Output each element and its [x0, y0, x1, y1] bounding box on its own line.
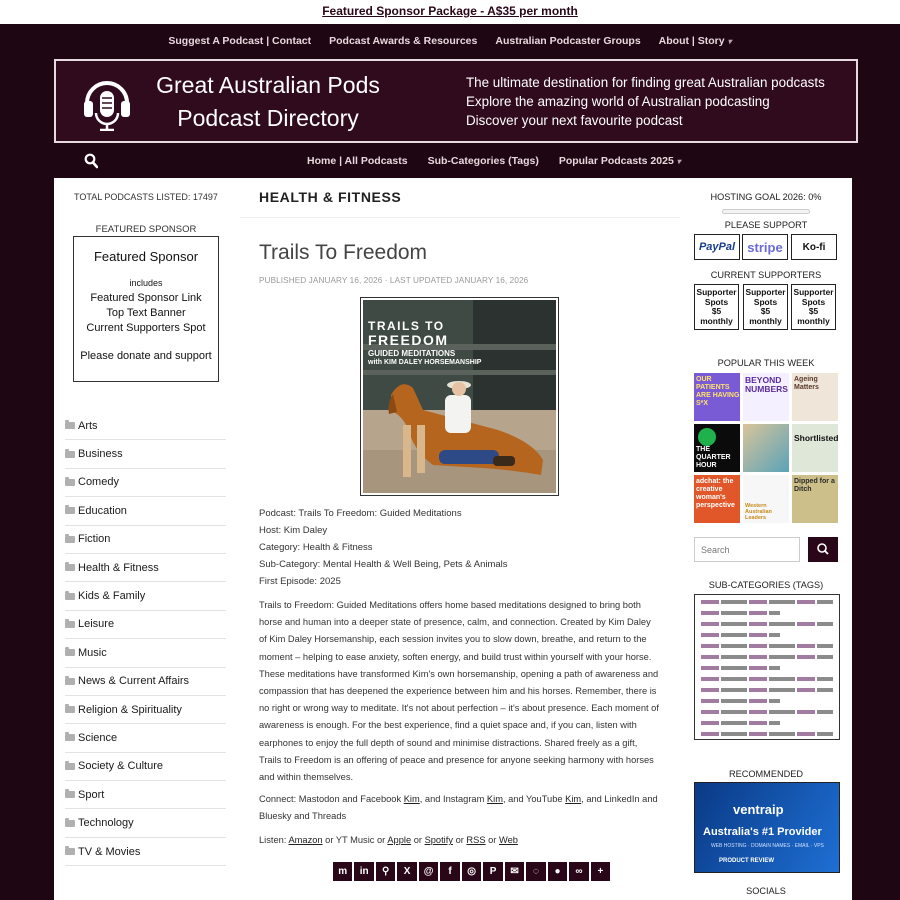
nav-popular-podcasts[interactable]	[559, 155, 681, 167]
thumb-label: OUR PATIENTS ARE HAVING S*X	[696, 376, 740, 407]
supporter-line: Spots	[753, 296, 778, 307]
listen-text: or YT Music or	[322, 835, 388, 845]
socials-heading: SOCIALS	[746, 886, 786, 896]
search-input[interactable]: Search	[694, 537, 800, 562]
email-icon[interactable]: ✉	[505, 862, 524, 881]
category-item-education[interactable]	[65, 497, 226, 525]
ad-services: WEB HOSTING · DOMAIN NAMES · EMAIL · VPS	[711, 843, 824, 849]
popular-grid	[694, 373, 840, 523]
popular-podcast-thumb[interactable]	[694, 424, 740, 472]
site-tagline	[466, 73, 825, 130]
supporter-line: monthly	[797, 315, 830, 326]
chevron-down-icon: ▾	[727, 37, 732, 46]
tag-row	[701, 622, 833, 626]
category-label: Technology	[78, 817, 134, 830]
nav-popular-label: Popular Podcasts 2025	[558, 155, 674, 167]
announcement-bar	[0, 0, 900, 24]
supporter-line: $5	[808, 306, 819, 317]
search-icon	[808, 537, 838, 562]
folder-icon	[65, 621, 75, 628]
podcast-artwork	[360, 297, 559, 496]
featured-line3: Current Supporters Spot	[86, 322, 206, 334]
pinterest-icon[interactable]: P	[483, 862, 502, 881]
supporter-line: Supporter	[745, 287, 786, 297]
artwork-subtitle: GUIDED MEDITATIONS	[368, 349, 456, 358]
site-title	[150, 69, 386, 135]
facebook-link[interactable]: Kim	[403, 794, 420, 804]
popular-podcast-thumb[interactable]	[694, 373, 740, 421]
bluesky-icon[interactable]: ⚲	[376, 862, 395, 881]
category-label: Religion & Spirituality	[78, 703, 182, 716]
messenger-icon[interactable]: ◌	[526, 862, 545, 881]
category-list	[65, 412, 226, 866]
featured-line2: Top Text Banner	[106, 307, 186, 319]
artwork-title-2: FREEDOM	[368, 332, 449, 348]
tag-row	[701, 655, 833, 659]
featured-sponsor-link[interactable]: Featured Sponsor Package - A$35 per month	[322, 4, 578, 18]
popular-podcast-thumb[interactable]	[743, 475, 789, 523]
category-label: Science	[78, 731, 118, 744]
nav-about-story[interactable]	[659, 35, 732, 47]
detail-host: Host: Kim Daley	[259, 525, 328, 536]
content-panel	[54, 178, 852, 900]
detail-sub-category: Sub-Category: Mental Health & Well Being, Pets & Animals	[259, 559, 508, 570]
paypal-button[interactable]: PayPal	[694, 234, 740, 260]
nav-home-all-podcasts[interactable]: Home | All Podcasts	[307, 155, 408, 167]
category-item-sport[interactable]	[65, 781, 226, 809]
category-item-religion[interactable]	[65, 696, 226, 724]
nav-about-label: About | Story	[658, 35, 725, 47]
supporter-line: Spots	[801, 296, 826, 307]
listen-text: or	[452, 835, 467, 845]
web-link[interactable]: Web	[498, 835, 518, 845]
site-title-line2: Podcast Directory	[177, 105, 359, 131]
supporter-spot[interactable]	[791, 284, 836, 330]
tag-row	[701, 611, 780, 615]
connect-text: Connect: Mastodon and Facebook	[259, 794, 404, 804]
tagline-line3: Discover your next favourite podcast	[466, 113, 683, 128]
featured-line1: Featured Sponsor Link	[90, 292, 202, 304]
artwork-author: with KIM DALEY HORSEMANSHIP	[368, 359, 482, 366]
folder-icon	[65, 763, 75, 770]
facebook-icon[interactable]: f	[440, 862, 459, 881]
subcategories-heading: SUB-CATEGORIES (TAGS)	[708, 580, 824, 590]
listen-text: Listen:	[259, 835, 289, 845]
folder-icon	[65, 678, 75, 685]
tagline-line2: Explore the amazing world of Australian podcasting	[466, 94, 770, 109]
category-label: Health & Fitness	[78, 561, 159, 574]
supporter-spot[interactable]	[694, 284, 739, 330]
detail-podcast: Podcast: Trails To Freedom: Guided Meditations	[259, 508, 462, 519]
thumb-label: Western Australian Leaders	[745, 503, 772, 521]
category-item-science[interactable]	[65, 724, 226, 752]
folder-icon	[65, 507, 75, 514]
post-title: Trails To Freedom	[259, 241, 428, 264]
tag-row	[701, 633, 780, 637]
tagline-line1: The ultimate destination for finding great Australian podcasts	[466, 75, 825, 90]
listen-links	[259, 835, 518, 845]
category-label: Leisure	[78, 618, 115, 631]
circle-icon	[698, 428, 716, 446]
podcast-artwork-image	[363, 300, 556, 493]
amazon-link[interactable]: Amazon	[288, 835, 323, 845]
hosting-goal: HOSTING GOAL 2026: 0%	[710, 192, 822, 202]
nav-sub-categories[interactable]: Sub-Categories (Tags)	[427, 155, 539, 167]
supporter-line: $5	[711, 306, 722, 317]
supporter-line: monthly	[700, 315, 733, 326]
please-support-heading: PLEASE SUPPORT	[724, 220, 808, 230]
folder-icon	[65, 422, 75, 429]
reddit-icon[interactable]: ●	[548, 862, 567, 881]
site-header[interactable]	[54, 59, 858, 143]
category-item-technology[interactable]	[65, 809, 226, 837]
supporter-line: $5	[760, 306, 771, 317]
supporter-spot[interactable]	[743, 284, 788, 330]
category-label: Fiction	[78, 533, 111, 546]
category-title: HEALTH & FITNESS	[259, 189, 402, 205]
nav-awards-resources[interactable]: Podcast Awards & Resources	[329, 35, 478, 47]
connect-text: , and YouTube	[502, 794, 566, 804]
category-item-society-culture[interactable]	[65, 753, 226, 781]
category-item-tv-movies[interactable]	[65, 838, 226, 866]
category-label: Sport	[78, 788, 105, 801]
podcast-details	[259, 505, 508, 590]
supporter-line: Supporter	[793, 287, 834, 297]
ventraip-ad-banner[interactable]	[694, 782, 840, 873]
thumb-label: BEYOND NUMBERS	[745, 375, 788, 394]
category-item-health-fitness[interactable]	[65, 554, 226, 582]
category-label: Kids & Family	[78, 590, 146, 603]
podcast-description: Trails to Freedom: Guided Meditations offers home based meditations designed to bring both horse and human into a deeper state of presence, calm, and connection. Created by Kim Daley of Kim Daley Horsemanship, each session invites you to slow down, breathe, and return to the moment – helping to ease anxiety, soften energy, and build trust within yourself with your horse. These meditations have transformed Kim's own horsemanship, opening a path of awareness and compassion that has deepened the experience between him and his horses. Remember, there is no right or wrong way to meditate. It's not about perfection – it's about presence. Each moment of awareness is enough. For the best experience, find a quiet space and, if you can, listen with earphones to enjoy the full depth of sound and minimise distractions. Shared freely as a gift, Trails to Freedom is an offering of peace and presence for anyone seeking harmony with horses and within themselves.	[259, 600, 659, 783]
folder-icon	[65, 536, 75, 543]
featured-sponsor-heading: FEATURED SPONSOR	[95, 224, 197, 235]
spotify-link[interactable]: Spotify	[424, 835, 453, 845]
popular-podcast-thumb[interactable]	[743, 373, 789, 421]
folder-icon	[65, 451, 75, 458]
rss-link[interactable]: RSS	[466, 835, 486, 845]
total-podcasts: TOTAL PODCASTS LISTED: 17497	[74, 192, 218, 202]
category-item-comedy[interactable]	[65, 469, 226, 497]
tag-row	[701, 600, 833, 604]
category-label: News & Current Affairs	[78, 675, 190, 688]
folder-icon	[65, 593, 75, 600]
popular-podcast-thumb[interactable]	[743, 424, 789, 472]
instagram-link[interactable]: Kim	[486, 794, 503, 804]
listen-text: or	[411, 835, 425, 845]
tag-row	[701, 699, 780, 703]
folder-icon	[65, 706, 75, 713]
share-more-icon[interactable]: +	[591, 862, 610, 881]
top-nav	[0, 24, 900, 58]
featured-cta: Please donate and support	[80, 350, 212, 362]
detail-first-episode: First Episode: 2025	[259, 576, 341, 587]
category-item-business[interactable]	[65, 440, 226, 468]
category-label: Music	[78, 646, 107, 659]
artwork-title-1: TRAILS TO	[368, 319, 445, 333]
tag-row	[701, 710, 833, 714]
podcast-microphone-logo-icon	[80, 73, 134, 131]
search-icon[interactable]	[84, 153, 98, 169]
supporter-line: monthly	[749, 315, 782, 326]
category-label: Arts	[78, 419, 98, 432]
category-item-arts[interactable]	[65, 412, 226, 440]
folder-icon	[65, 649, 75, 656]
category-item-fiction[interactable]	[65, 526, 226, 554]
subcategories-tag-list[interactable]	[694, 594, 840, 740]
tag-row	[701, 732, 833, 736]
instagram-icon[interactable]: ◎	[462, 862, 481, 881]
current-supporters-heading: CURRENT SUPPORTERS	[710, 270, 822, 280]
ad-brand: ventraip	[733, 802, 784, 817]
apple-link[interactable]: Apple	[387, 835, 412, 845]
category-label: Comedy	[78, 476, 119, 489]
stripe-button[interactable]: stripe	[742, 234, 788, 260]
category-item-leisure[interactable]	[65, 611, 226, 639]
thumb-label: Ageing Matters	[794, 376, 819, 391]
tag-row	[701, 721, 780, 725]
tag-row	[701, 666, 780, 670]
category-label: Business	[78, 448, 123, 461]
connect-links	[259, 791, 661, 825]
popular-podcast-thumb[interactable]	[694, 475, 740, 523]
hosting-progress-bar	[722, 209, 810, 214]
search-button[interactable]	[808, 537, 838, 562]
thumb-label: Dipped for a Ditch	[794, 478, 835, 493]
featured-sponsor-title: Featured Sponsor	[93, 249, 199, 264]
threads-icon[interactable]: @	[419, 862, 438, 881]
tag-row	[701, 688, 833, 692]
category-item-kids-family[interactable]	[65, 582, 226, 610]
thumb-label: Shortlisted	[794, 433, 838, 443]
share-buttons	[333, 862, 610, 881]
category-label: TV & Movies	[78, 845, 141, 858]
folder-icon	[65, 564, 75, 571]
featured-includes: includes	[129, 278, 163, 288]
tag-row	[701, 677, 833, 681]
popular-heading: POPULAR THIS WEEK	[717, 358, 815, 368]
mastodon-icon[interactable]: m	[333, 862, 352, 881]
connect-text: , and Instagram	[419, 794, 487, 804]
recommended-heading: RECOMMENDED	[728, 769, 803, 779]
category-label: Society & Culture	[78, 760, 163, 773]
copy-link-icon[interactable]: ∞	[569, 862, 588, 881]
popular-podcast-thumb[interactable]	[792, 424, 838, 472]
popular-podcast-thumb[interactable]	[792, 475, 838, 523]
folder-icon	[65, 820, 75, 827]
folder-icon	[65, 791, 75, 798]
category-item-music[interactable]	[65, 639, 226, 667]
youtube-link[interactable]: Kim	[565, 794, 582, 804]
linkedin-icon[interactable]: in	[354, 862, 373, 881]
tag-row	[701, 644, 833, 648]
connect-text: , and LinkedIn and Bluesky and Threads	[259, 794, 658, 822]
chevron-down-icon: ▾	[676, 157, 681, 166]
category-item-news[interactable]	[65, 668, 226, 696]
supporter-line: Spots	[704, 296, 729, 307]
featured-sponsor-box[interactable]	[73, 236, 219, 382]
divider	[240, 217, 680, 218]
post-meta: PUBLISHED JANUARY 16, 2026 · LAST UPDATED JANUARY 16, 2026	[259, 276, 529, 285]
ad-badge: PRODUCT REVIEW	[719, 858, 775, 864]
nav-suggest-contact[interactable]: Suggest A Podcast | Contact	[168, 35, 312, 47]
ad-headline: Australia's #1 Provider	[703, 826, 822, 838]
thumb-label: adchat: the creative woman's perspective	[696, 478, 735, 509]
folder-icon	[65, 734, 75, 741]
folder-icon	[65, 848, 75, 855]
twitter-x-icon[interactable]: X	[397, 862, 416, 881]
main-nav	[54, 146, 852, 178]
thumb-label: THE QUARTER HOUR	[696, 446, 731, 469]
popular-podcast-thumb[interactable]	[792, 373, 838, 421]
detail-category: Category: Health & Fitness	[259, 542, 373, 553]
folder-icon	[65, 479, 75, 486]
site-title-line1: Great Australian Pods	[156, 72, 380, 98]
category-label: Education	[78, 504, 127, 517]
nav-podcaster-groups[interactable]: Australian Podcaster Groups	[495, 35, 641, 47]
listen-text: or	[485, 835, 499, 845]
supporter-line: Supporter	[696, 287, 737, 297]
kofi-button[interactable]: Ko-fi	[791, 234, 837, 260]
